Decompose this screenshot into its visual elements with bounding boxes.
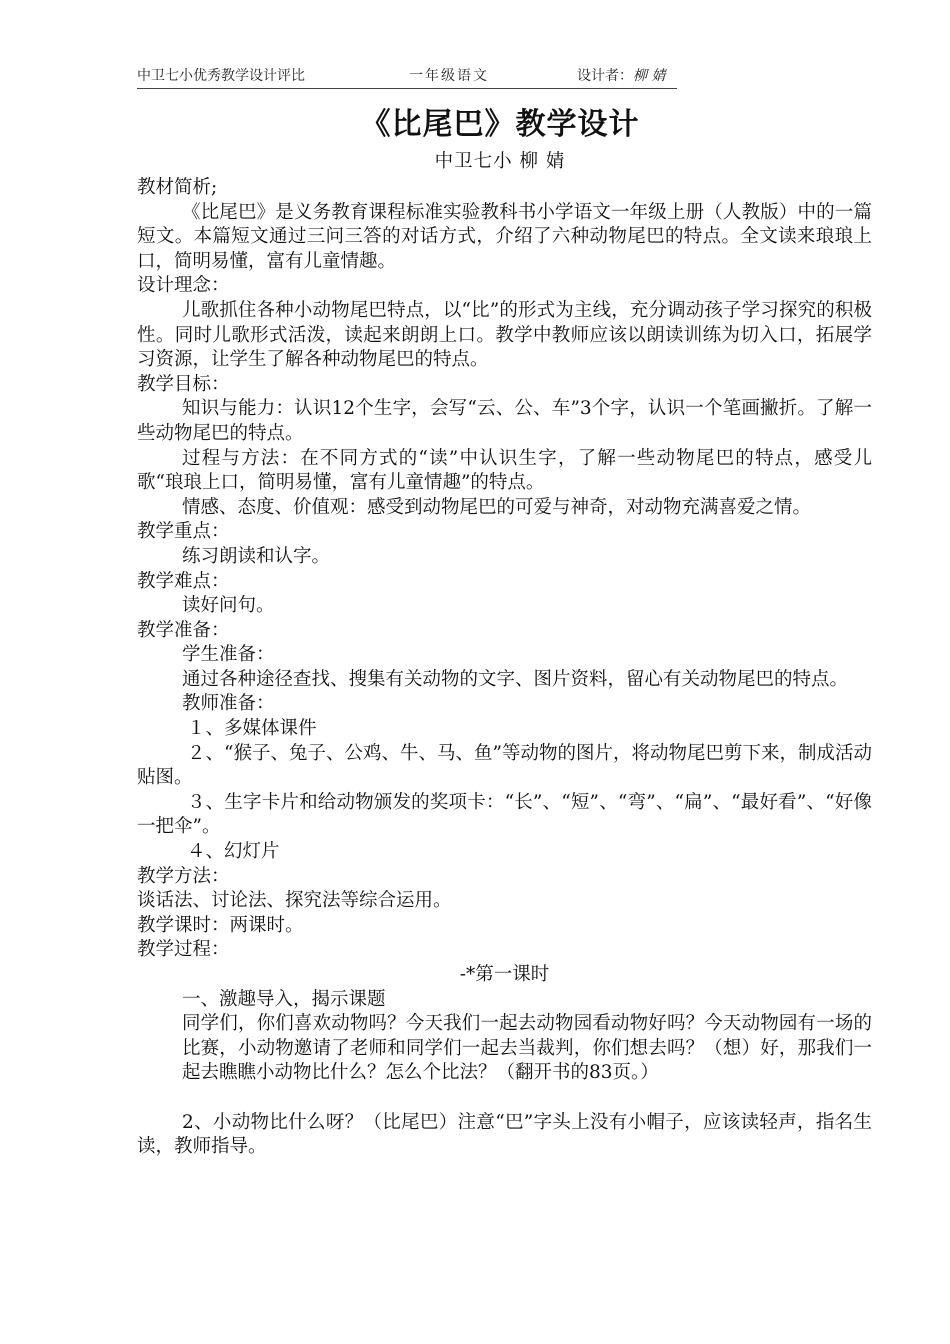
page-header — [137, 66, 677, 89]
paragraph-difficulties: 读好问句。 — [182, 595, 275, 617]
paragraph-student-prep: 通过各种途径查找、搜集有关动物的文字、图片资料，留心有关动物尾巴的特点。 — [182, 668, 849, 690]
heading-textbook-analysis: 教材简析; — [137, 177, 218, 198]
list-item-prep-1: １、多媒体课件 — [187, 718, 317, 740]
header-middle: 一年级语文 — [409, 68, 489, 84]
list-item-prep-2: ２、“猴子、兔子、公鸡、牛、马、鱼”等动物的图片，将动物尾巴剪下来，制成活动贴图。 — [137, 742, 872, 789]
paragraph-class-hours: 教学课时：两课时。 — [137, 914, 304, 936]
heading-preparation: 教学准备： — [137, 619, 230, 641]
paragraph-key-points: 练习朗读和认字。 — [182, 545, 331, 567]
paragraph-goal-emotion: 情感、态度、价值观：感受到动物尾巴的可爱与神奇，对动物充满喜爱之情。 — [182, 496, 812, 518]
subheading-intro: 一、激趣导入，揭示课题 — [182, 988, 386, 1010]
heading-key-points: 教学重点： — [137, 521, 230, 543]
list-item-prep-3: ３、生字卡片和给动物颁发的奖项卡：“长”、“短”、“弯”、“扁”、“最好看”、“好像一把伞”。 — [137, 791, 872, 838]
paragraph-goal-process: 过程与方法：在不同方式的“读”中认识生字，了解一些动物尾巴的特点，感受儿歌“琅琅上口，简明易懂，富有儿童情趣”的特点。 — [137, 447, 872, 494]
document-body — [137, 176, 872, 1160]
paragraph-methods: 谈话法、讨论法、探究法等综合运用。 — [137, 890, 452, 912]
heading-process: 教学过程： — [137, 939, 230, 961]
subheading-student-prep: 学生准备： — [182, 644, 275, 666]
paragraph-intro: 同学们，你们喜欢动物吗？今天我们一起去动物园看动物好吗？今天动物园有一场的比赛，小动物邀请了老师和同学们一起去当裁判，你们想去吗？（想）好，那我们一起去瞧瞧小动物比什么？怎么个比法？（翻开书的83页。） — [182, 1013, 872, 1084]
header-designer-label: 设计者： — [577, 68, 633, 84]
paragraph-step-2: 2、小动物比什么呀？（比尾巴）注意“巴”字头上没有小帽子，应该读轻声，指名生读，教师指导。 — [137, 1111, 872, 1158]
paragraph-design-concept: 儿歌抓住各种小动物尾巴特点，以“比”的形式为主线，充分调动孩子学习探究的积极性。同时儿歌形式活泼，读起来朗朗上口。教学中教师应该以朗读训练为切入口，拓展学习资源，让学生了解各种动物尾巴的特点。 — [137, 299, 872, 371]
list-item-prep-4: ４、幻灯片 — [187, 841, 280, 863]
paragraph-goal-knowledge: 知识与能力：认识12个生字，会写“云、公、车”3个字，认识一个笔画撇折。了解一些动物尾巴的特点。 — [137, 398, 872, 444]
subheading-teacher-prep: 教师准备： — [182, 693, 275, 715]
heading-first-lesson: -*第一课时 — [459, 964, 550, 985]
blank-line — [137, 1086, 872, 1111]
header-designer-name: 柳 婧 — [633, 68, 666, 84]
heading-teaching-goals: 教学目标： — [137, 373, 230, 395]
document-title: 《比尾巴》教学设计 — [360, 107, 640, 142]
document-author: 中卫七小 柳 婧 — [434, 151, 566, 172]
paragraph-textbook-analysis: 《比尾巴》是义务教育课程标准实验教科书小学语文一年级上册（人教版）中的一篇短文。本篇短文通过三问三答的对话方式，介绍了六种动物尾巴的特点。全文读来琅琅上口，简明易懂，富有儿童情趣。 — [137, 201, 872, 272]
heading-difficulties: 教学难点： — [137, 570, 230, 592]
header-right — [577, 66, 665, 86]
heading-methods: 教学方法： — [137, 865, 230, 887]
heading-design-concept: 设计理念： — [137, 275, 230, 297]
header-left: 中卫七小优秀教学设计评比 — [137, 68, 305, 84]
